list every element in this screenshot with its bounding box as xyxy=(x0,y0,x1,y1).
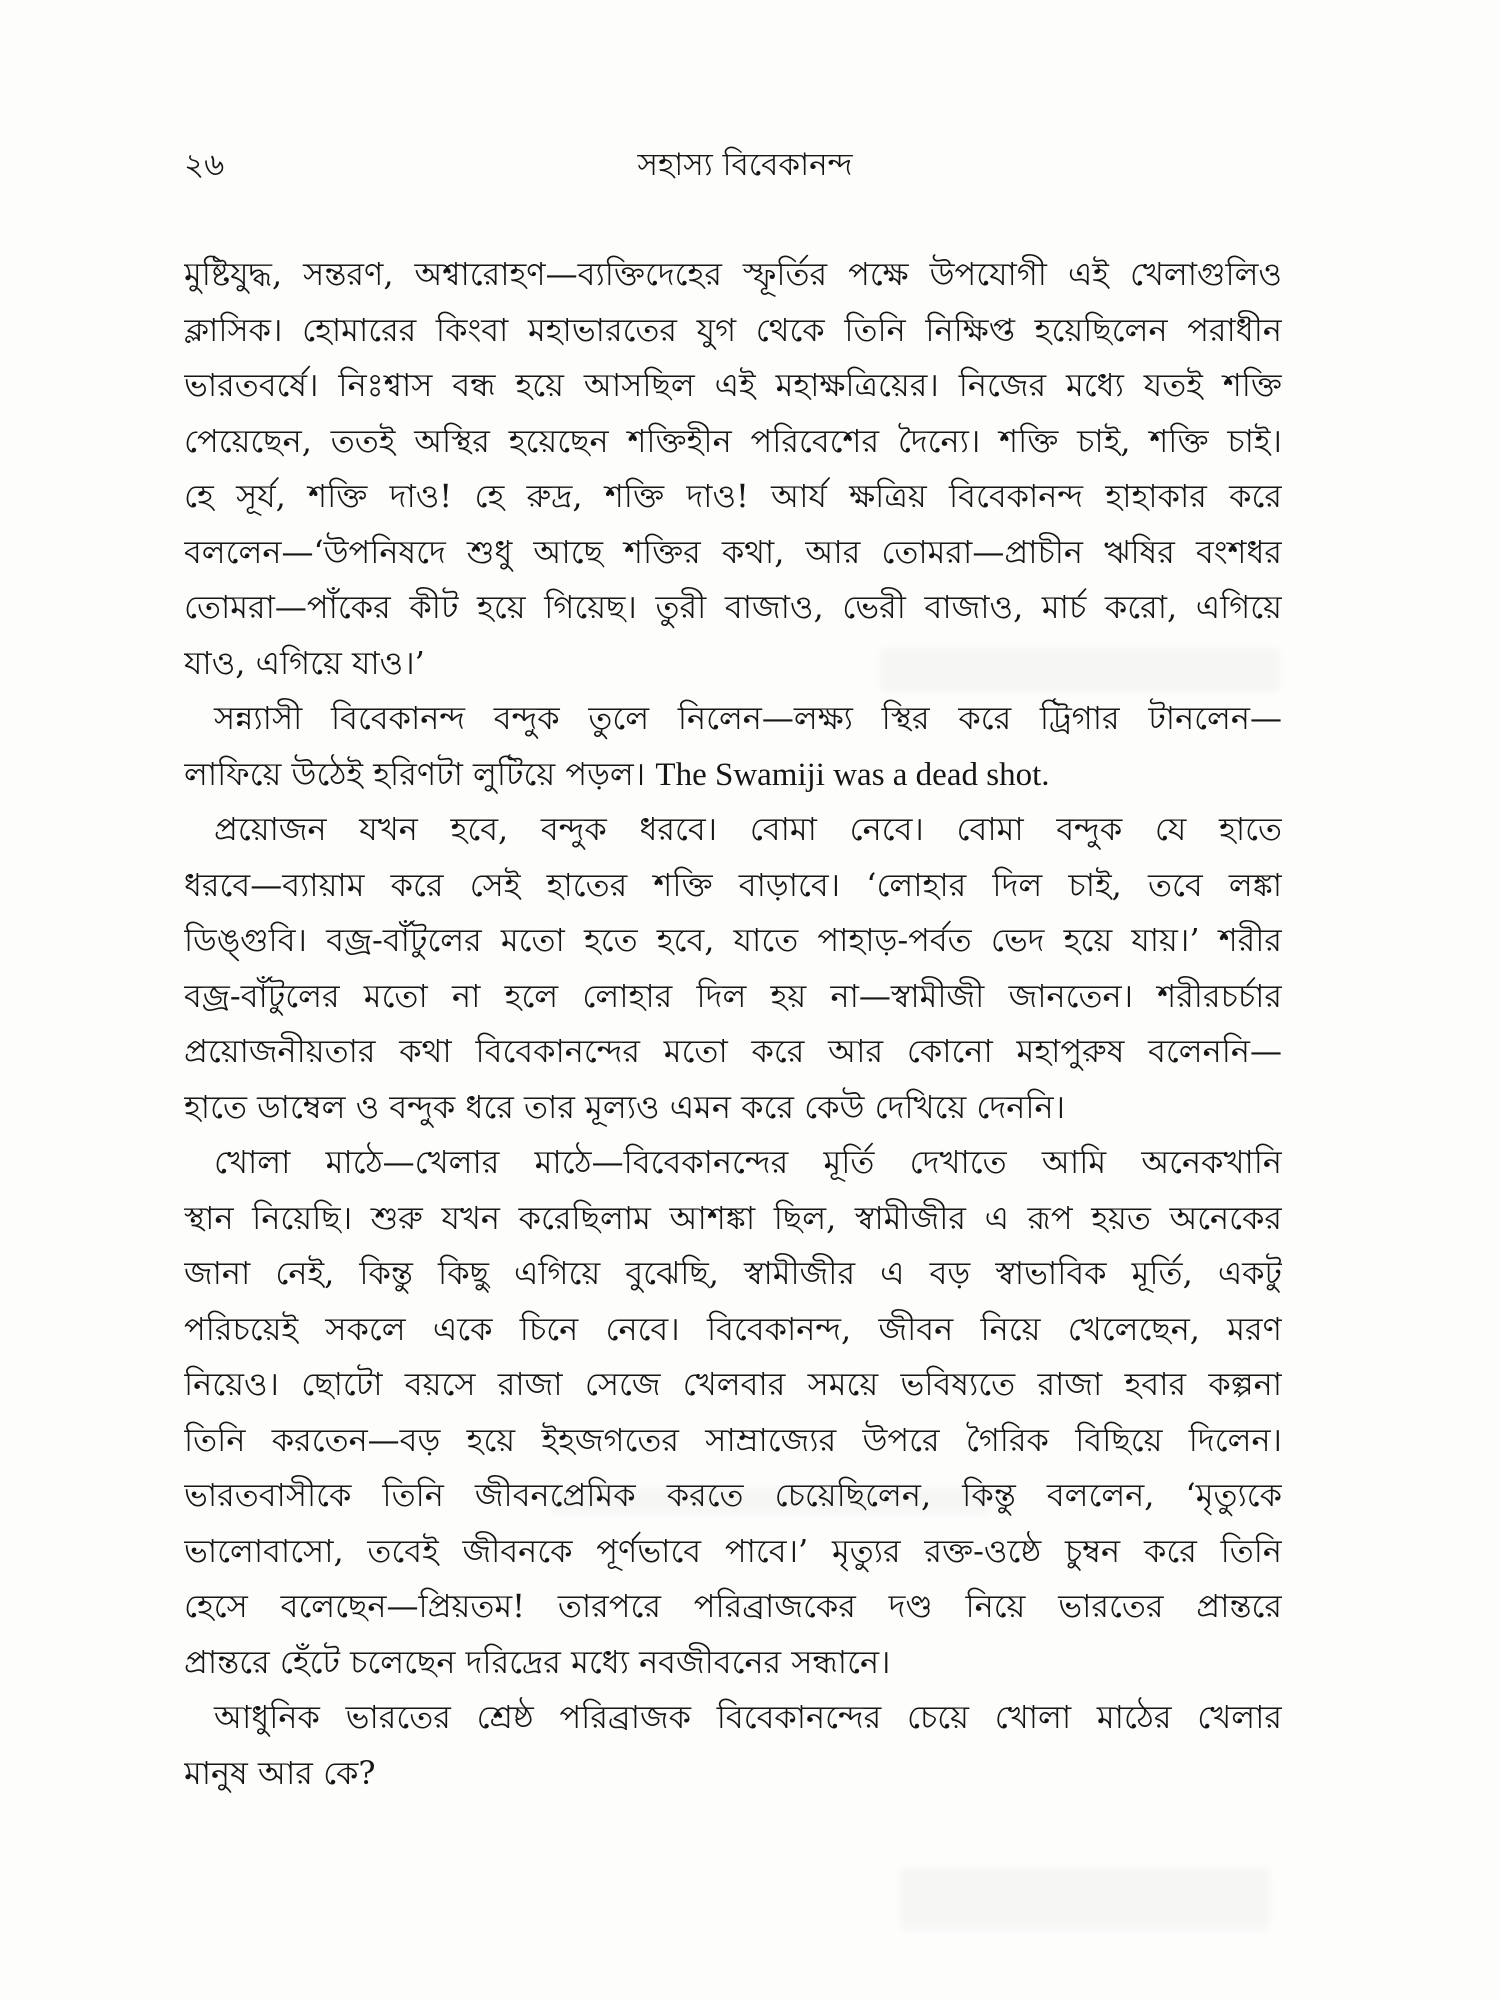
text-line: পেয়েছেন, ততই অস্থির হয়েছেন শক্তিহীন পরিবেশের দৈন্যে। শক্তি চাই, শক্তি চাই। xyxy=(184,421,1282,460)
text-line: খোলা মাঠে—খেলার মাঠে—বিবেকানন্দের মূর্তি দেখাতে আমি অনেকখানি xyxy=(214,1143,1282,1181)
paragraph xyxy=(184,802,1282,1135)
page-number: ২৬ xyxy=(184,147,225,183)
text-line: তোমরা—পাঁকের কীট হয়ে গিয়েছ। তুরী বাজাও, ভেরী বাজাও, মার্চ করো, এগিয়ে xyxy=(184,588,1282,626)
text-line: প্রয়োজন যখন হবে, বন্দুক ধরবে। বোমা নেবে। বোমা বন্দুক যে হাতে xyxy=(214,810,1282,848)
text-line: তিনি করতেন—বড় হয়ে ইহজগতের সাম্রাজ্যের উপরে গৈরিক বিছিয়ে দিলেন। xyxy=(184,1420,1282,1459)
paragraph xyxy=(184,1135,1282,1690)
show-through-smudge xyxy=(900,1868,1270,1930)
text-line: পরিচয়েই সকলে একে চিনে নেবে। বিবেকানন্দ, জীবন নিয়ে খেলেছেন, মরণ xyxy=(184,1309,1282,1348)
text-line xyxy=(184,747,1282,803)
paragraph xyxy=(184,691,1282,802)
text-line: প্রয়োজনীয়তার কথা বিবেকানন্দের মতো করে আর কোনো মহাপুরুষ বলেননি— xyxy=(184,1032,1282,1070)
text-line: জানা নেই, কিন্তু কিছু এগিয়ে বুঝেছি, স্বামীজীর এ বড় স্বাভাবিক মূর্তি, একটু xyxy=(184,1254,1282,1292)
text-line: হাতে ডাম্বেল ও বন্দুক ধরে তার মূল্যও এমন করে কেউ দেখিয়ে দেননি। xyxy=(184,1087,1066,1126)
text-line: প্রান্তরে হেঁটে চলেছেন দরিদ্রের মধ্যে নবজীবনের সন্ধানে। xyxy=(184,1642,891,1681)
body-text xyxy=(184,247,1282,1801)
text-line: মুষ্টিযুদ্ধ, সন্তরণ, অশ্বারোহণ—ব্যক্তিদেহের স্ফূর্তির পক্ষে উপযোগী এই খেলাগুলিও xyxy=(184,255,1282,293)
text-line-english: The Swamiji was a dead shot. xyxy=(655,756,1050,793)
text-line: যাও, এগিয়ে যাও।’ xyxy=(184,643,425,682)
text-line: আধুনিক ভারতের শ্রেষ্ঠ পরিব্রাজক বিবেকানন্দের চেয়ে খোলা মাঠের খেলার xyxy=(214,1698,1282,1736)
running-head xyxy=(184,140,1282,190)
text-line: স্থান নিয়েছি। শুরু যখন করেছিলাম আশঙ্কা ছিল, স্বামীজীর এ রূপ হয়ত অনেকের xyxy=(184,1198,1282,1237)
paragraph xyxy=(184,247,1282,691)
text-line-bengali: লাফিয়ে উঠেই হরিণটা লুটিয়ে পড়ল। xyxy=(184,754,646,793)
text-line: ভালোবাসো, তবেই জীবনকে পূর্ণভাবে পাবে।’ মৃত্যুর রক্ত-ওষ্ঠে চুম্বন করে তিনি xyxy=(184,1531,1282,1570)
paragraph xyxy=(184,1690,1282,1801)
text-line: মানুষ আর কে? xyxy=(184,1753,376,1792)
text-line: ডিঙ্গুবি। বজ্র-বাঁটুলের মতো হতে হবে, যাতে পাহাড়-পর্বত ভেদ হয়ে যায়।’ শরীর xyxy=(184,921,1282,959)
text-line: বললেন—‘উপনিষদে শুধু আছে শক্তির কথা, আর তোমরা—প্রাচীন ঋষির বংশধর xyxy=(184,532,1282,571)
running-title: সহাস্য বিবেকানন্দ xyxy=(637,147,853,183)
text-line: ক্লাসিক। হোমারের কিংবা মহাভারতের যুগ থেকে তিনি নিক্ষিপ্ত হয়েছিলেন পরাধীন xyxy=(184,310,1282,349)
text-line: ভারতবাসীকে তিনি জীবনপ্রেমিক করতে চেয়েছিলেন, কিন্তু বললেন, ‘মৃত্যুকে xyxy=(184,1476,1282,1514)
text-line: সন্ন্যাসী বিবেকানন্দ বন্দুক তুলে নিলেন—লক্ষ্য স্থির করে ট্রিগার টানলেন— xyxy=(214,699,1282,737)
text-line: হে সূর্য, শক্তি দাও! হে রুদ্র, শক্তি দাও! আর্য ক্ষত্রিয় বিবেকানন্দ হাহাকার করে xyxy=(184,477,1282,515)
text-line: ধরবে—ব্যায়াম করে সেই হাতের শক্তি বাড়াবে। ‘লোহার দিল চাই, তবে লঙ্কা xyxy=(184,865,1282,904)
text-line: ভারতবর্ষে। নিঃশ্বাস বন্ধ হয়ে আসছিল এই মহাক্ষত্রিয়ের। নিজের মধ্যে যতই শক্তি xyxy=(184,366,1282,404)
text-line: বজ্র-বাঁটুলের মতো না হলে লোহার দিল হয় না—স্বামীজী জানতেন। শরীরচর্চার xyxy=(184,976,1282,1015)
text-line: হেসে বলেছেন—প্রিয়তম! তারপরে পরিব্রাজকের দণ্ড নিয়ে ভারতের প্রান্তরে xyxy=(184,1587,1282,1625)
text-line: নিয়েও। ছোটো বয়সে রাজা সেজে খেলবার সময়ে ভবিষ্যতে রাজা হবার কল্পনা xyxy=(184,1365,1282,1403)
